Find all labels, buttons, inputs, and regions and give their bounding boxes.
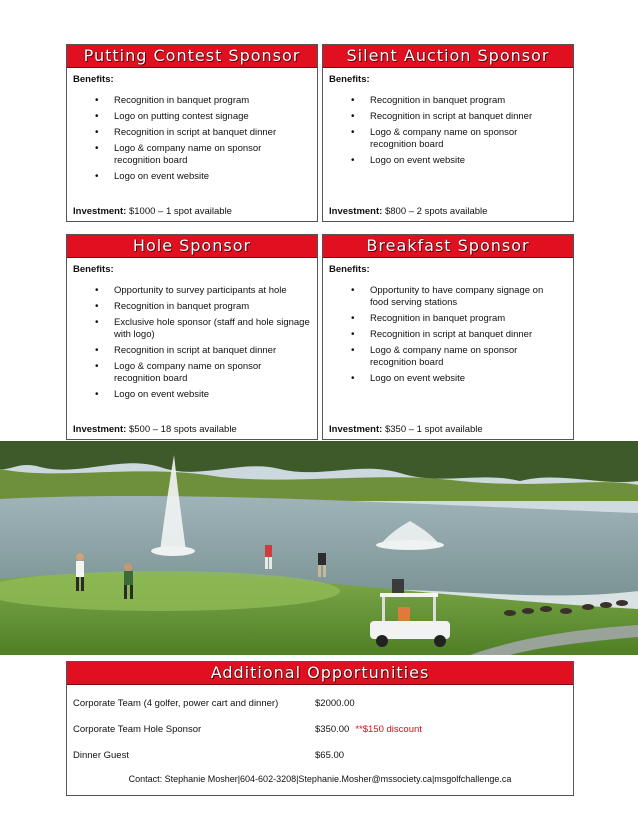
price: $350.00 <box>315 724 350 735</box>
investment <box>73 206 232 217</box>
additional-opportunities-title: Additional Opportunities <box>67 662 573 685</box>
investment-value: $350 – 1 spot available <box>384 424 483 435</box>
table-row <box>73 698 278 709</box>
table-row <box>73 724 201 735</box>
list-item: • Recognition in banquet program <box>370 313 567 325</box>
benefits-list <box>329 285 567 385</box>
putting-contest-card <box>66 44 318 222</box>
list-item: • Logo on event website <box>114 389 311 401</box>
list-item: • Exclusive hole sponsor (staff and hole signage with logo) <box>114 317 314 341</box>
silent-auction-card <box>322 44 574 222</box>
list-item: • Logo on event website <box>114 171 311 183</box>
list-item: • Logo & company name on sponsor recognition board <box>370 345 520 369</box>
investment-label: Investment: <box>329 424 383 435</box>
row-price <box>315 698 355 709</box>
additional-opportunities-card <box>66 661 574 796</box>
list-item: • Recognition in banquet program <box>114 301 311 313</box>
benefits-list <box>73 285 311 401</box>
benefits-label: Benefits: <box>73 74 114 85</box>
list-item: • Recognition in banquet program <box>370 95 567 107</box>
discount-note: **$150 discount <box>355 724 422 735</box>
hole-sponsor-title: Hole Sponsor <box>67 235 317 258</box>
contact-line: Contact: Stephanie Mosher|604-602-3208|Stephanie.Mosher@mssociety.ca|msgolfchallenge.ca <box>128 774 512 784</box>
list-item: • Recognition in script at banquet dinner <box>114 345 311 357</box>
list-item: • Logo on event website <box>370 373 567 385</box>
investment <box>73 424 237 435</box>
row-price <box>315 724 422 735</box>
list-item: • Logo & company name on sponsor recognition board <box>370 127 520 151</box>
row-label: Corporate Team Hole Sponsor <box>73 724 202 735</box>
list-item: • Recognition in script at banquet dinner <box>114 127 311 139</box>
list-item: • Opportunity to have company signage on food serving stations <box>370 285 555 309</box>
price: $2000.00 <box>315 698 355 709</box>
benefits-label: Benefits: <box>329 264 370 275</box>
silent-auction-title: Silent Auction Sponsor <box>323 45 573 68</box>
investment-label: Investment: <box>73 424 127 435</box>
hole-sponsor-card <box>66 234 318 440</box>
investment-value: $800 – 2 spots available <box>384 206 488 217</box>
list-item: • Recognition in script at banquet dinner <box>370 111 567 123</box>
list-item: • Logo on putting contest signage <box>114 111 311 123</box>
price: $65.00 <box>315 750 345 761</box>
investment-value: $500 – 18 spots available <box>128 424 237 435</box>
benefits-label: Benefits: <box>73 264 114 275</box>
list-item: • Opportunity to survey participants at hole <box>114 285 311 297</box>
golf-course-illustration <box>0 441 638 655</box>
list-item: • Recognition in script at banquet dinner <box>370 329 567 341</box>
investment <box>329 206 487 217</box>
benefits-label: Benefits: <box>329 74 370 85</box>
list-item: • Recognition in banquet program <box>114 95 311 107</box>
golf-course-photo <box>0 441 638 655</box>
list-item: • Logo on event website <box>370 155 567 167</box>
row-label: Dinner Guest <box>73 750 129 761</box>
investment-label: Investment: <box>73 206 127 217</box>
investment-value: $1000 – 1 spot available <box>128 206 232 217</box>
list-item: • Logo & company name on sponsor recognition board <box>114 361 264 385</box>
benefits-list <box>329 95 567 167</box>
breakfast-sponsor-card <box>322 234 574 440</box>
list-item: • Logo & company name on sponsor recognition board <box>114 143 264 167</box>
investment-label: Investment: <box>329 206 383 217</box>
breakfast-sponsor-title: Breakfast Sponsor <box>323 235 573 258</box>
table-row <box>73 750 129 761</box>
row-label: Corporate Team (4 golfer, power cart and dinner) <box>73 698 279 709</box>
putting-contest-title: Putting Contest Sponsor <box>67 45 317 68</box>
investment <box>329 424 483 435</box>
benefits-list <box>73 95 311 183</box>
row-price <box>315 750 344 761</box>
